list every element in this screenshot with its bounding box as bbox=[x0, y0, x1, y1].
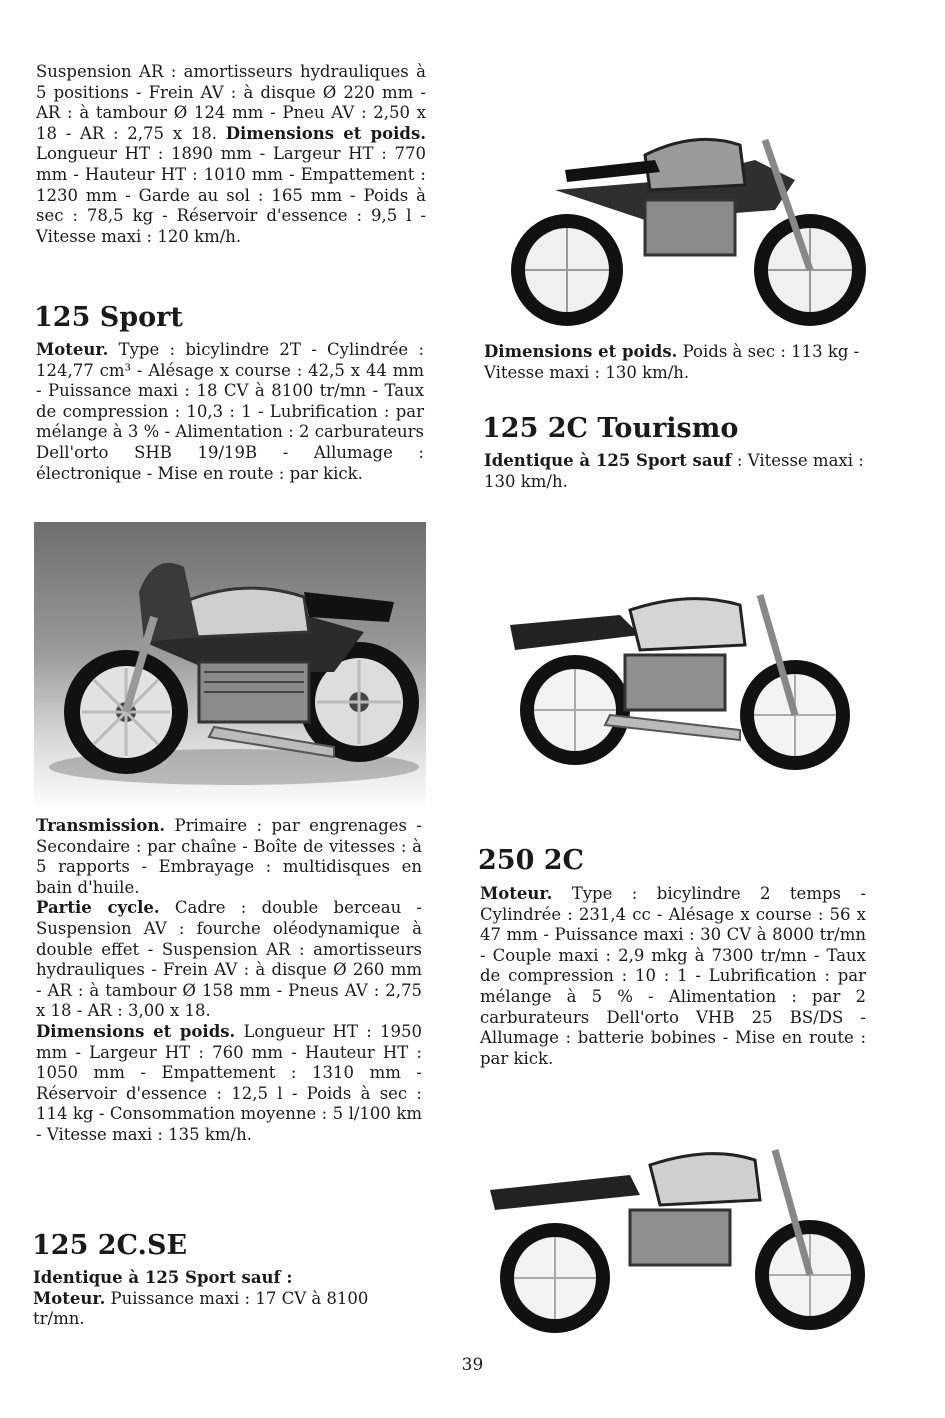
sport-motor-paragraph: Moteur. Type : bicylindre 2T - Cylindrée : 124,77 cm³ - Alésage x course : 42,5 x 44 mm - Puissance maxi : 18 CV à 8100 tr/mn - Taux de compression : 10,3 : 1 - Lubrification : par mélange à 3 % - Alimentation : 2 carburateurs Dell'orto SHB 19/19B - Allumage : électronique - Mise en route : par kick. bbox=[36, 340, 424, 483]
se-paragraph: Identique à 125 Sport sauf : Moteur. Puissance maxi : 17 CV à 8100 tr/mn. bbox=[33, 1268, 369, 1329]
dims-label: Dimensions et poids. bbox=[36, 1021, 236, 1041]
section-title-125-2c-tourismo: 125 2C Tourismo bbox=[482, 413, 739, 444]
section-title-125-sport: 125 Sport bbox=[34, 302, 183, 333]
page-number: 39 bbox=[461, 1355, 484, 1375]
motorcycle-photo-125-2c bbox=[495, 100, 875, 330]
intro-dims-label: Dimensions et poids. bbox=[225, 123, 426, 143]
section-title-250-2c: 250 2C bbox=[478, 845, 585, 876]
se-motor-label: Moteur. bbox=[33, 1288, 106, 1308]
cycle-label: Partie cycle. bbox=[36, 898, 160, 918]
motorcycle-photo-125-2c-tourismo bbox=[490, 565, 862, 775]
tourismo-paragraph: Identique à 125 Sport sauf : Vitesse maxi : 130 km/h. bbox=[484, 451, 864, 491]
c250-motor-label: Moteur. bbox=[480, 884, 553, 903]
right-dims-label: Dimensions et poids. bbox=[484, 342, 678, 361]
tourismo-ident: Identique à 125 Sport sauf bbox=[484, 451, 732, 470]
transmission-paragraph: Transmission. Primaire : par engrenages - Secondaire : par chaîne - Boîte de vitesses : à 5 rapports - Embrayage : multidisques en bain d'huile. Partie cycle. Cadre : double berceau - Suspension AV : fourche oléodynamique à double effet - Suspension AR : amortisseurs hydrauliques - Frein AV : à disque Ø 260 mm - AR : à tambour Ø 158 mm - Pneus AV : 2,75 x 18 - AR : 3,00 x 18. Dimensions et poids. Longueur HT : 1950 mm - Largeur HT : 760 mm - Hauteur HT : 1050 mm - Empattement : 1310 mm - Réservoir d'essence : 12,5 l - Poids à sec : 114 kg - Consommation moyenne : 5 l/100 km - Vitesse maxi : 135 km/h. bbox=[36, 816, 422, 1144]
transmission-label: Transmission. bbox=[36, 816, 166, 835]
motorcycle-photo-125-sport bbox=[34, 522, 426, 810]
motor-label: Moteur. bbox=[36, 340, 109, 359]
section-title-125-2c-se: 125 2C.SE bbox=[32, 1230, 188, 1261]
c250-motor-paragraph: Moteur. Type : bicylindre 2 temps - Cylindrée : 231,4 cc - Alésage x course : 56 x 47 mm - Puissance maxi : 30 CV à 8000 tr/mn - Couple maxi : 2,9 mkg à 7300 tr/mn - Taux de compression : 10 : 1 - Lubrification : par mélange à 5 % - Alimentation : par 2 carburateurs Dell'orto VHB 25 BS/DS - Allumage : batterie bobines - Mise en route : par kick. bbox=[480, 884, 866, 1068]
intro-paragraph: Suspension AR : amortisseurs hydrauliques à 5 positions - Frein AV : à disque Ø 220 mm - AR : à tambour Ø 124 mm - Pneu AV : 2,50 x 18 - AR : 2,75 x 18. Dimensions et poids. Longueur HT : 1890 mm - Largeur HT : 770 mm - Hauteur HT : 1010 mm - Empattement : 1230 mm - Garde au sol : 165 mm - Poids à sec : 78,5 kg - Réservoir d'essence : 9,5 l - Vitesse maxi : 120 km/h. bbox=[36, 62, 426, 246]
right-dims-paragraph: Dimensions et poids. Poids à sec : 113 kg - Vitesse maxi : 130 km/h. bbox=[484, 342, 860, 382]
se-ident: Identique à 125 Sport sauf : bbox=[33, 1268, 293, 1287]
motorcycle-photo-250-2c bbox=[480, 1130, 880, 1335]
